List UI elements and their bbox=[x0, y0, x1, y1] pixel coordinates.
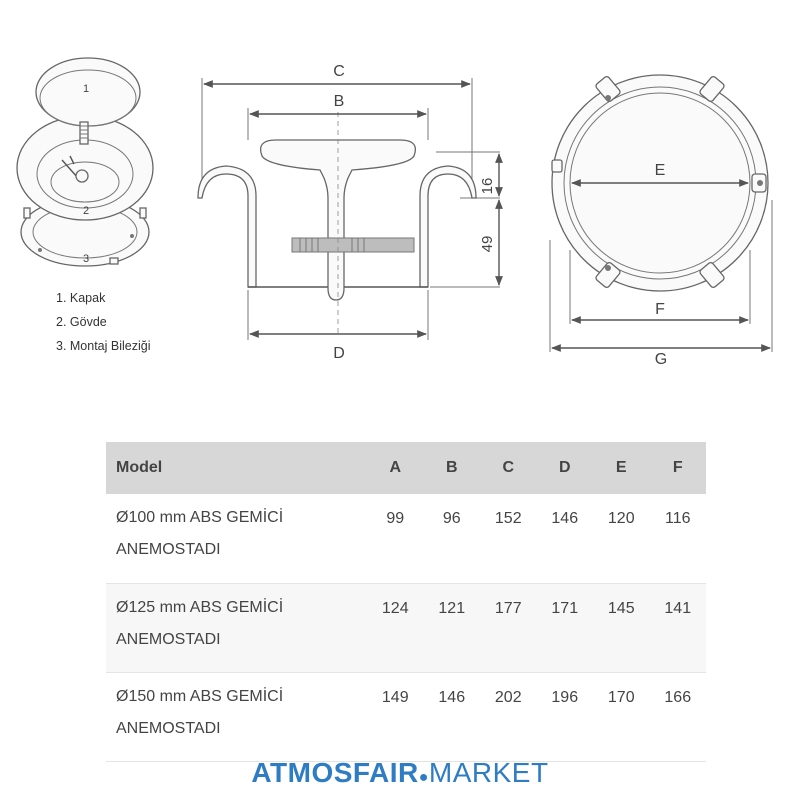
dimension-table bbox=[106, 442, 706, 762]
part-number-2: 2 bbox=[82, 205, 90, 217]
header-c: C bbox=[480, 442, 537, 494]
value-cell: 170 bbox=[607, 688, 635, 706]
value-cell: 145 bbox=[607, 599, 635, 617]
value-cell: 141 bbox=[664, 599, 692, 617]
value-cell: 96 bbox=[442, 510, 461, 527]
header-model: Model bbox=[106, 442, 367, 494]
value-cell: 171 bbox=[551, 599, 579, 617]
part-number-3: 3 bbox=[82, 253, 90, 265]
top-view bbox=[550, 75, 772, 368]
value-cell: 202 bbox=[494, 688, 522, 706]
value-cell: 121 bbox=[438, 599, 466, 617]
model-cell: Ø100 mm ABS GEMİCİ ANEMOSTADI bbox=[116, 509, 284, 558]
dim-label-g: G bbox=[654, 351, 668, 368]
brand-primary: ATMOSFAIR bbox=[251, 757, 419, 788]
dim-label-f: F bbox=[655, 301, 665, 318]
value-cell: 196 bbox=[551, 688, 579, 706]
value-cell: 146 bbox=[551, 510, 579, 527]
dim-label-b: B bbox=[333, 93, 345, 110]
value-cell: 166 bbox=[664, 688, 692, 706]
legend-item-mounting-ring: 3. Montaj Bileziği bbox=[56, 339, 151, 353]
value-cell: 124 bbox=[381, 599, 409, 617]
legend-item-body: 2. Gövde bbox=[56, 315, 107, 329]
dim-label-49: 49 bbox=[479, 235, 496, 253]
value-cell: 99 bbox=[386, 510, 405, 527]
header-e: E bbox=[593, 442, 650, 494]
legend-item-cap: 1. Kapak bbox=[56, 291, 106, 305]
header-d: D bbox=[537, 442, 594, 494]
brand-logo bbox=[0, 757, 800, 789]
value-cell: 149 bbox=[381, 688, 409, 706]
exploded-view bbox=[17, 58, 153, 266]
dim-label-16: 16 bbox=[479, 177, 496, 195]
model-cell: Ø125 mm ABS GEMİCİ ANEMOSTADI bbox=[116, 598, 284, 648]
value-cell: 146 bbox=[438, 688, 466, 706]
dim-label-d: D bbox=[333, 345, 345, 362]
table-row bbox=[106, 583, 706, 672]
side-section-view bbox=[198, 63, 500, 362]
brand-dot-icon: ● bbox=[418, 769, 429, 786]
value-cell: 120 bbox=[607, 510, 635, 527]
brand-secondary: MARKET bbox=[428, 757, 549, 788]
dim-label-c: C bbox=[333, 63, 345, 80]
model-cell: Ø150 mm ABS GEMİCİ ANEMOSTADI bbox=[116, 687, 284, 737]
table-row bbox=[106, 672, 706, 761]
table-header-row bbox=[106, 442, 706, 494]
part-number-1: 1 bbox=[82, 83, 90, 95]
table-row bbox=[106, 494, 706, 583]
value-cell: 116 bbox=[664, 510, 691, 527]
parts-legend bbox=[56, 286, 151, 358]
header-a: A bbox=[367, 442, 424, 494]
value-cell: 177 bbox=[494, 599, 522, 617]
value-cell: 152 bbox=[494, 510, 522, 527]
header-f: F bbox=[650, 442, 707, 494]
dim-label-e: E bbox=[654, 162, 666, 179]
header-b: B bbox=[424, 442, 481, 494]
